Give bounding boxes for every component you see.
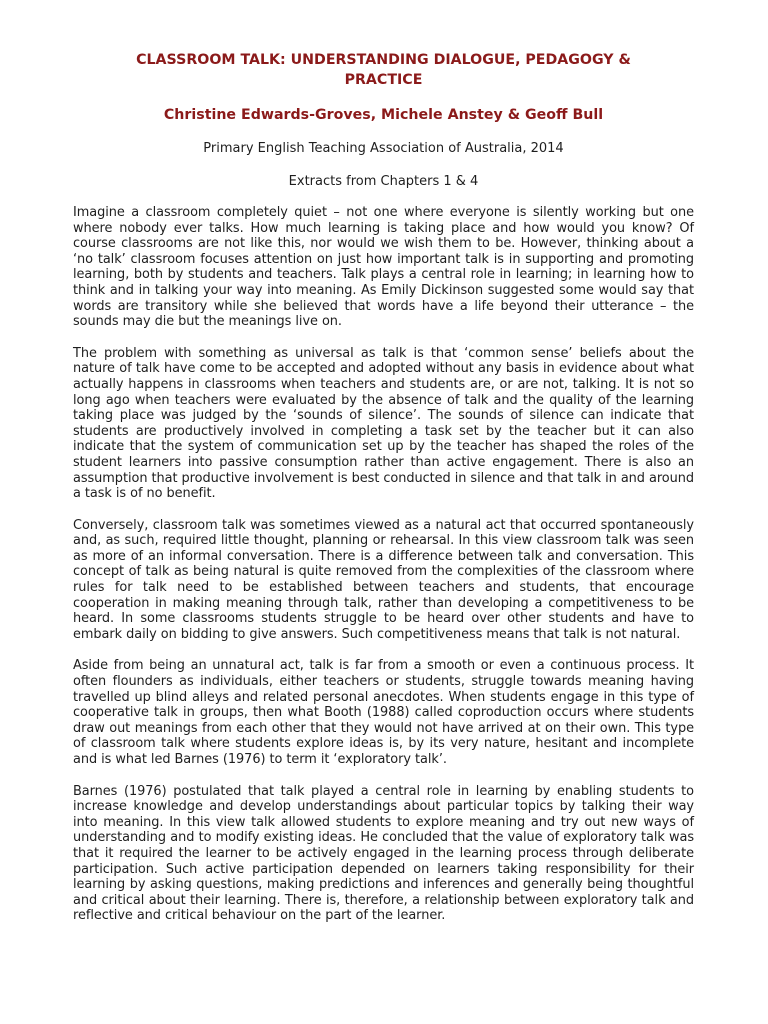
document-publisher: Primary English Teaching Association of Australia, 2014 <box>203 141 564 156</box>
document-extracts-note: Extracts from Chapters 1 & 4 <box>288 174 479 189</box>
body-paragraph-2: The problem with something as universal as talk is that ‘common sense’ beliefs about the nature of talk have come to be accepted and adopted without any basis in evidence about what actually happens in classrooms when teachers and students are, or are not, talking. It is not so long ago when teachers were evaluated by the absence of talk and the quality of the learning taking place was judged by the ‘sounds of silence’. The sounds of silence can indicate that students are productively involved in completing a task set by the teacher but it can also indicate that the system of communication set up by the teacher has shaped the roles of the student learners into passive consumption rather than active engagement. There is also an assumption that productive involvement is best conducted in silence and that talk in and around a task is of no benefit. <box>73 345 695 502</box>
body-paragraph-5: Barnes (1976) postulated that talk played a central role in learning by enabling students to increase knowledge and develop understandings about particular topics by talking their way into meaning. In this view talk allowed students to explore meaning and try out new ways of understanding and to modify existing ideas. He concluded that the value of exploratory talk was that it required the learner to be actively engaged in the learning process through deliberate participation. Such active participation depended on learners taking responsibility for their learning by asking questions, making predictions and inferences and generally being thoughtful and critical about their learning. There is, therefore, a relationship between exploratory talk and reflective and critical behaviour on the part of the learner. <box>73 783 694 924</box>
document-body <box>73 205 694 924</box>
document-title: CLASSROOM TALK: UNDERSTANDING DIALOGUE, PEDAGOGY & PRACTICE <box>136 52 631 88</box>
body-paragraph-4: Aside from being an unnatural act, talk is far from a smooth or even a continuous process. It often flounders as individuals, either teachers or students, struggle towards meaning having travelled up blind alleys and related personal anecdotes. When students engage in this type of cooperative talk in groups, then what Booth (1988) called coproduction occurs where students draw out meanings from each other that they would not have arrived at on their own. This type of classroom talk where students explore ideas is, by its very nature, hesitant and incomplete and is what led Barnes (1976) to term it ‘exploratory talk’. <box>73 658 694 767</box>
document-authors: Christine Edwards-Groves, Michele Anstey & Geoff Bull <box>163 107 604 123</box>
body-paragraph-1: Imagine a classroom completely quiet – not one where everyone is silently working but one where nobody ever talks. How much learning is taking place and how would you know? Of course classrooms are not like this, nor would we wish them to be. However, thinking about a ‘no talk’ classroom focuses attention on just how important talk is in supporting and promoting learning, both by students and teachers. Talk plays a central role in learning; in learning how to think and in talking your way into meaning. As Emily Dickinson suggested some would say that words are transitory while she believed that words have a life beyond their utterance – the sounds may die but the meanings live on. <box>73 205 694 330</box>
body-paragraph-3: Conversely, classroom talk was sometimes viewed as a natural act that occurred spontaneously and, as such, required little thought, planning or rehearsal. In this view classroom talk was seen as more of an informal conversation. There is a difference between talk and conversation. This concept of talk as being natural is quite removed from the complexities of the classroom where rules for talk need to be established between teachers and students, that encourage cooperation in making meaning through talk, rather than developing a competitiveness to be heard. In some classrooms students struggle to be heard over other students and have to embark daily on bidding to give answers. Such competitiveness means that talk is not natural. <box>73 517 694 642</box>
